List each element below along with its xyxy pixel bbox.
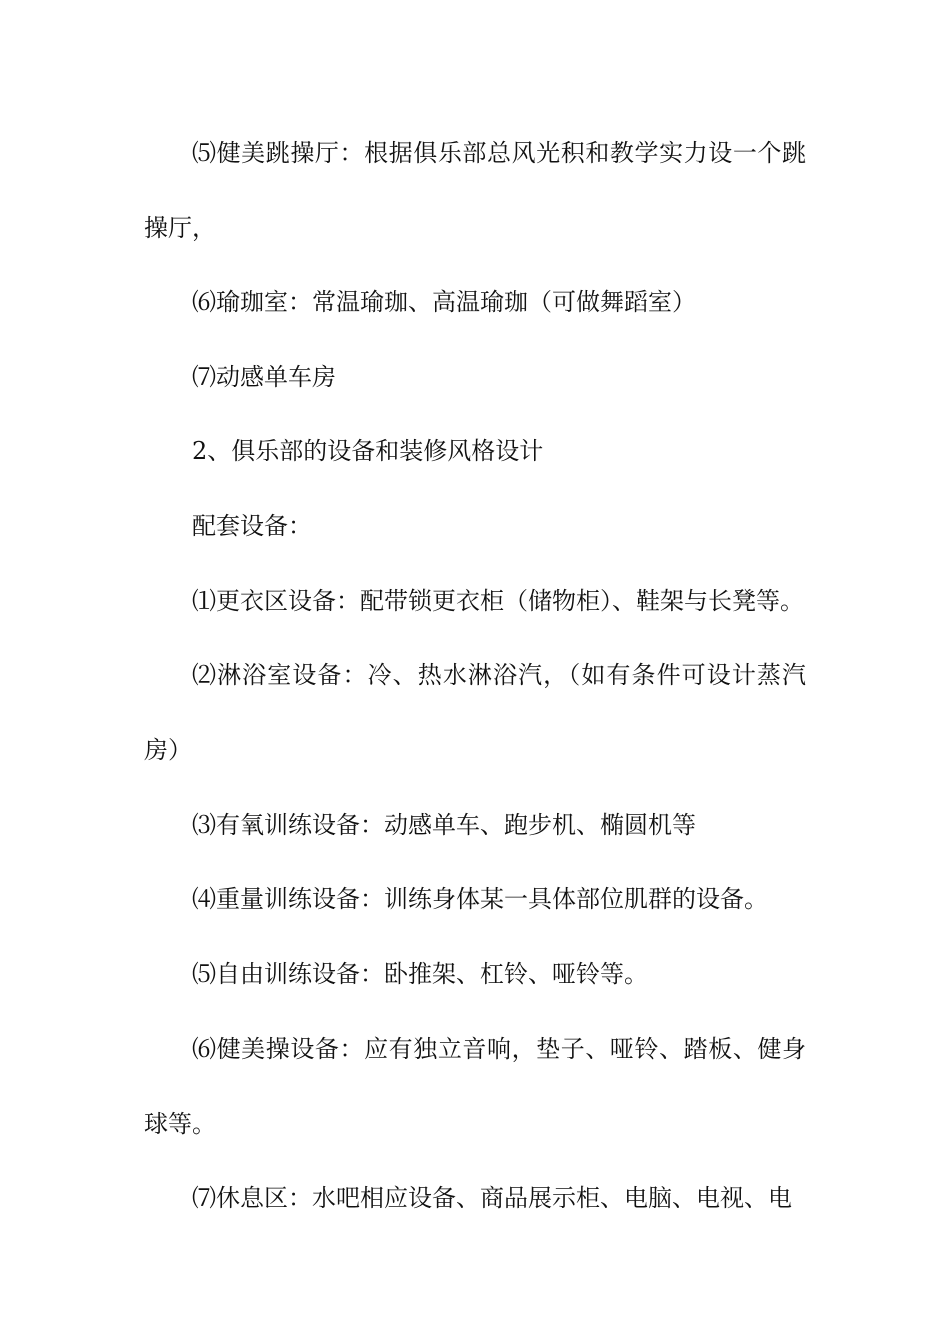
paragraph-spinning-room: ⑺动感单车房 [192,363,336,391]
section-heading-equipment-design: 2、俱乐部的设备和装修风格设计 [192,437,544,465]
paragraph-aerobic-equipment: ⑶有氧训练设备：动感单车、跑步机、椭圆机等 [192,811,696,839]
paragraph-shower-room: ⑵淋浴室设备：冷、热水淋浴汽，（如有条件可设计蒸汽房） [144,661,806,764]
paragraph-yoga-room: ⑹瑜珈室：常温瑜珈、高温瑜珈（可做舞蹈室） [192,288,696,316]
paragraph-supporting-equipment: 配套设备： [192,512,312,540]
paragraph-aerobics-equipment: ⑹健美操设备：应有独立音响，垫子、哑铃、踏板、健身球等。 [144,1035,806,1138]
paragraph-aerobics-hall: ⑸健美跳操厅：根据俱乐部总风光积和教学实力设一个跳操厅， [144,139,806,242]
paragraph-free-training-equipment: ⑸自由训练设备：卧推架、杠铃、哑铃等。 [192,960,648,988]
paragraph-locker-area: ⑴更衣区设备：配带锁更衣柜（储物柜）、鞋架与长凳等。 [192,587,804,615]
paragraph-weight-equipment: ⑷重量训练设备：训练身体某一具体部位肌群的设备。 [192,885,768,913]
paragraph-rest-area: ⑺休息区：水吧相应设备、商品展示柜、电脑、电视、电 [192,1184,792,1212]
